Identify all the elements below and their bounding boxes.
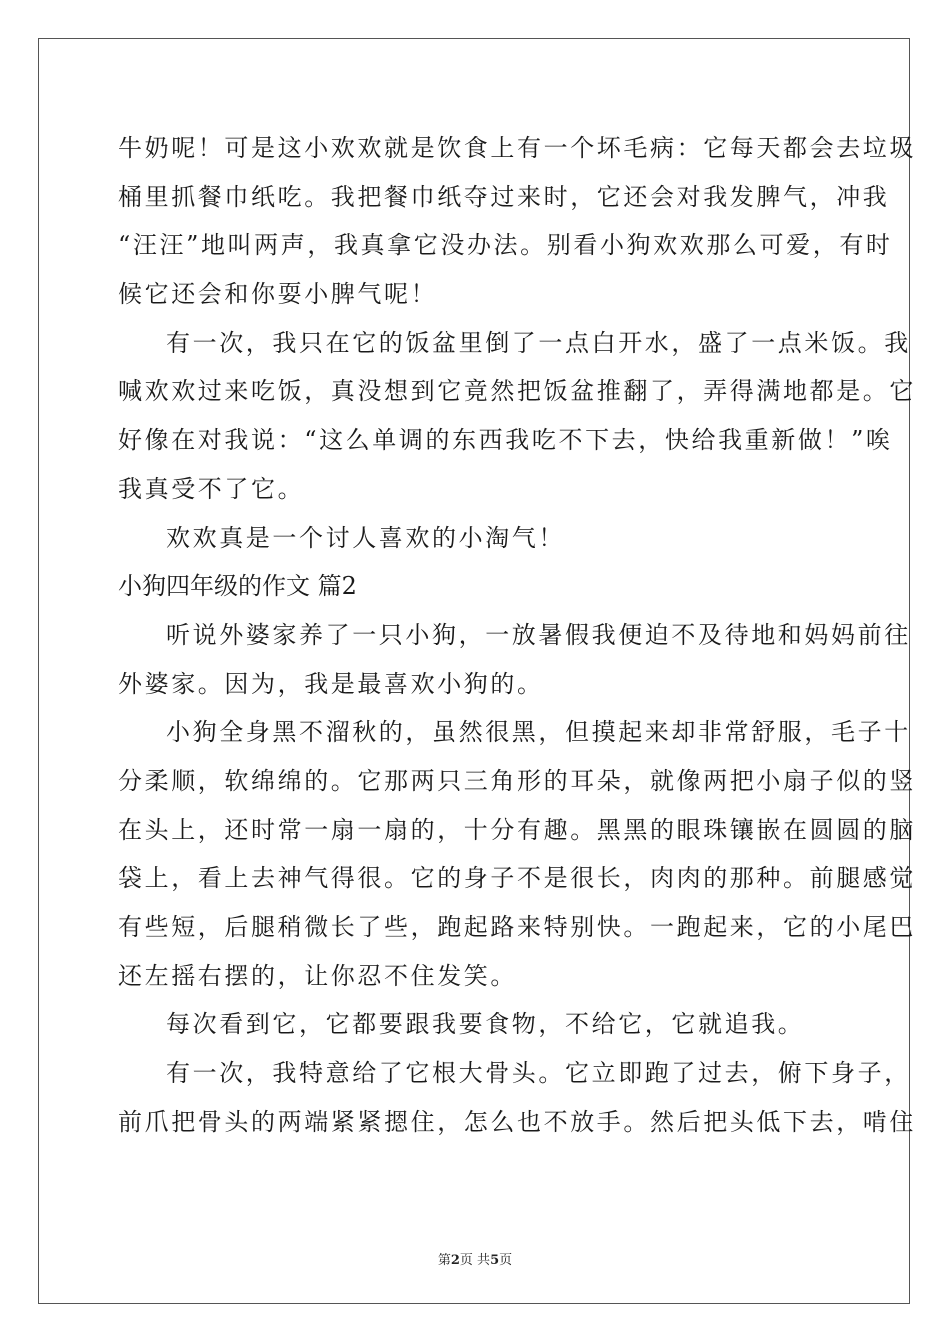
text-line: 每次看到它，它都要跟我要食物，不给它，它就追我。 bbox=[166, 1010, 805, 1039]
total-page-count: 5 bbox=[490, 1253, 500, 1268]
text-line: 分柔顺，软绵绵的。它那两只三角形的耳朵，就像两把小扇子似的竖 bbox=[118, 766, 916, 795]
text-line: 在头上，还时常一扇一扇的，十分有趣。黑黑的眼珠镶嵌在圆圆的脑 bbox=[118, 815, 916, 844]
text-line: 袋上，看上去神气得很。它的身子不是很长，肉肉的那种。前腿感觉 bbox=[118, 864, 916, 893]
text-line: 有一次，我特意给了它根大骨头。它立即跑了过去，俯下身子， bbox=[166, 1059, 911, 1088]
text-line: 前爪把骨头的两端紧紧摁住，怎么也不放手。然后把头低下去，啃住 bbox=[118, 1107, 916, 1136]
page-footer bbox=[0, 1249, 950, 1268]
current-page-number: 2 bbox=[450, 1253, 460, 1268]
text-line: 欢欢真是一个讨人喜欢的小淘气！ bbox=[166, 523, 565, 552]
text-line: 小狗全身黑不溜秋的，虽然很黑，但摸起来却非常舒服，毛子十 bbox=[166, 718, 911, 747]
text-line: 有一次，我只在它的饭盆里倒了一点白开水，盛了一点米饭。我 bbox=[166, 328, 911, 357]
section-heading: 小狗四年级的作文 篇2 bbox=[118, 572, 357, 601]
text-line: 桶里抓餐巾纸吃。我把餐巾纸夺过来时，它还会对我发脾气，冲我 bbox=[118, 182, 890, 211]
document-body bbox=[118, 124, 916, 1146]
text-line: 还左摇右摆的，让你忍不住发笑。 bbox=[118, 961, 517, 990]
text-line: 候它还会和你耍小脾气呢！ bbox=[118, 280, 438, 309]
text-line: 听说外婆家养了一只小狗，一放暑假我便迫不及待地和妈妈前往 bbox=[166, 620, 911, 649]
text-line: 外婆家。因为，我是最喜欢小狗的。 bbox=[118, 669, 544, 698]
text-line: 我真受不了它。 bbox=[118, 474, 305, 503]
footer-prefix: 第 bbox=[437, 1253, 451, 1268]
text-line: 有些短，后腿稍微长了些，跑起路来特别快。一跑起来，它的小尾巴 bbox=[118, 913, 916, 941]
text-line: 喊欢欢过来吃饭，真没想到它竟然把饭盆推翻了，弄得满地都是。它 bbox=[118, 377, 916, 406]
text-line: 好像在对我说：“这么单调的东西我吃不下去，快给我重新做！”唉 bbox=[118, 426, 893, 455]
footer-suffix: 页 bbox=[499, 1253, 513, 1268]
footer-mid: 页 共 bbox=[459, 1253, 491, 1268]
text-line: “汪汪”地叫两声，我真拿它没办法。别看小狗欢欢那么可爱，有时 bbox=[118, 231, 893, 260]
text-line: 牛奶呢！可是这小欢欢就是饮食上有一个坏毛病：它每天都会去垃圾 bbox=[118, 134, 916, 162]
